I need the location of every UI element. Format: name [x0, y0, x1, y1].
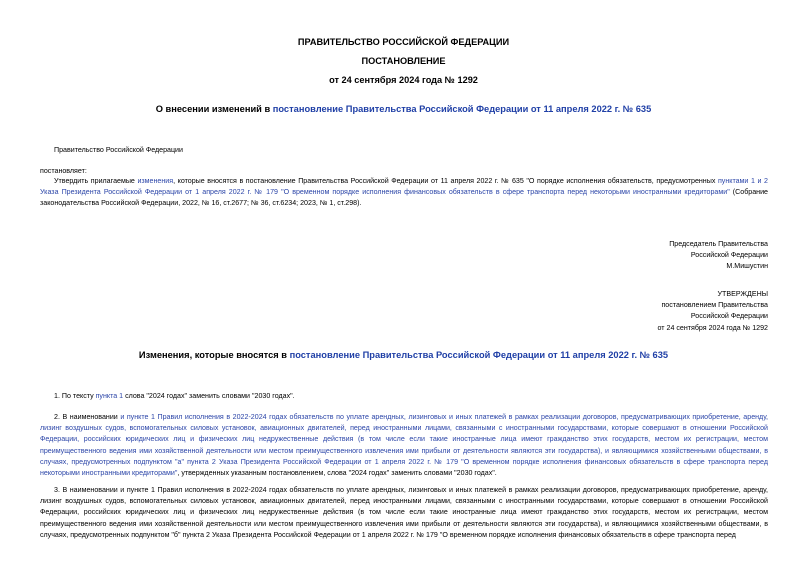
title-prefix: О внесении изменений в: [155, 104, 273, 114]
title-resolution-link[interactable]: постановление Правительства Российской Федерации от 11 апреля 2022 г. № 635: [272, 104, 652, 114]
item-1-prefix: 1. По тексту: [54, 392, 96, 400]
changes-title: [0, 350, 807, 360]
decree-179-link[interactable]: Указа Президента Российской Федерации от 1 апреля 2022 г. № 179 "О временном порядке исполнения финансовых обязательств в сфере транспорта перед некоторыми иностранными кредиторами": [40, 188, 730, 197]
signature-government: Российской Федерации: [690, 251, 768, 260]
item-3: [40, 485, 768, 565]
approved-date: от 24 сентября 2024 года № 1292: [657, 323, 768, 332]
approve-paragraph: [40, 176, 768, 210]
approve-end: (Собрание законодательства Российской Федерации, 2022, № 16, ст.2677; № 36, ст.6234; 2023, № 1, ст.298).: [40, 188, 769, 208]
approved-block: [468, 289, 768, 334]
changes-title-prefix: Изменения, которые вносятся в: [138, 350, 290, 360]
item-2-prefix: 2. В наименовании: [54, 413, 121, 421]
approved-by: постановлением Правительства: [661, 301, 768, 310]
document-date-number: от 24 сентября 2024 года № 1292: [329, 75, 478, 85]
item-2-end: , утвержденных указанным постановлением, слова "2024 годах" заменить словами "2030 годах".: [177, 469, 497, 478]
approved-label: УТВЕРЖДЕНЫ: [717, 290, 768, 298]
approve-prefix: Утвердить прилагаемые: [54, 177, 138, 185]
item-1: [54, 391, 295, 402]
item-3-text: 3. В наименовании и пункте 1 Правил исполнения в 2022-2024 годах обязательств по уплате арендных, лизинговых и иных платежей в рамках реализации договоров, предусматривающих приобретение, аренду, лизинг воздушных судов, вспомогательных силовых установок, авиационных двигателей, перед иностранными лицами, связанными с иностранными государствами, которые совершают в отношении Российской Федерации, российских юридических лиц и физических лиц недружественные действия (в том числе если такие иностранные лица имеют гражданство этих государств, местом их регистрации, местом преимущественного ведения ими хозяйственной деятельности или местом преимущественного извлечения ими прибыли от деятельности являются эти государства), и являющимися хозяйственными обществами, в случаях, предусмотренных подпунктом "б" пункта 2 Указа Президента Российской Федерации от 1 апреля 2022 г. № 179 "О временном порядке исполнения финансовых обязательств в сфере транспорта перед: [40, 486, 768, 539]
item-1-end: слова "2024 годах" заменить словами "2030 годах".: [123, 392, 295, 400]
signature-block: [468, 239, 768, 273]
signature-name: М.Мишустин: [726, 262, 768, 271]
signature-position: Председатель Правительства: [669, 240, 768, 248]
item-2: [40, 412, 768, 479]
item-1-link[interactable]: пункта 1: [95, 392, 124, 400]
changes-title-link[interactable]: постановление Правительства Российской Федерации от 11 апреля 2022 г. № 635: [289, 350, 669, 360]
approve-mid: , которые вносятся в постановление Правительства Российской Федерации от 11 апреля 2022 г. № 635 "О порядке исполнения обязательств, предусмотренных: [173, 177, 718, 185]
approved-government: Российской Федерации: [690, 312, 768, 321]
preamble-decides: постановляет:: [40, 167, 87, 175]
government-heading: ПРАВИТЕЛЬСТВО РОССИЙСКОЙ ФЕДЕРАЦИИ: [297, 37, 510, 47]
points-1-2-link[interactable]: пунктами 1 и 2: [717, 177, 768, 185]
document-title: [0, 104, 807, 114]
item-2-link[interactable]: и пункте 1 Правил исполнения в 2022-2024 годах обязательств по уплате арендных, лизинговых и иных платежей в рамках реализации договоров, предусматривающих приобретение, аренду, лизинг воздушных судов, вспомогательных силовых установок, авиационных двигателей, перед иностранными лицами, связанными с иностранными государствами, которые совершают в отношении Российской Федерации, российских юридических лиц и физических лиц недружественные действия (в том числе если такие иностранные лица имеют гражданство этих государств, местом их регистрации, местом преимущественного ведения ими хозяйственной деятельности или местом преимущественного извлечения ими прибыли от деятельности являются эти государства), и являющимися хозяйственными обществами, в случаях, предусмотренных подпунктом "а" пункта 2 Указа Президента Российской Федерации от 1 апреля 2022 г. № 179 "О временном порядке исполнения финансовых обязательств в сфере транспорта перед некоторыми иностранными кредиторами": [40, 413, 768, 478]
changes-link[interactable]: изменения: [137, 177, 174, 185]
preamble-actor: Правительство Российской Федерации: [54, 146, 183, 154]
document-type: ПОСТАНОВЛЕНИЕ: [361, 56, 446, 66]
